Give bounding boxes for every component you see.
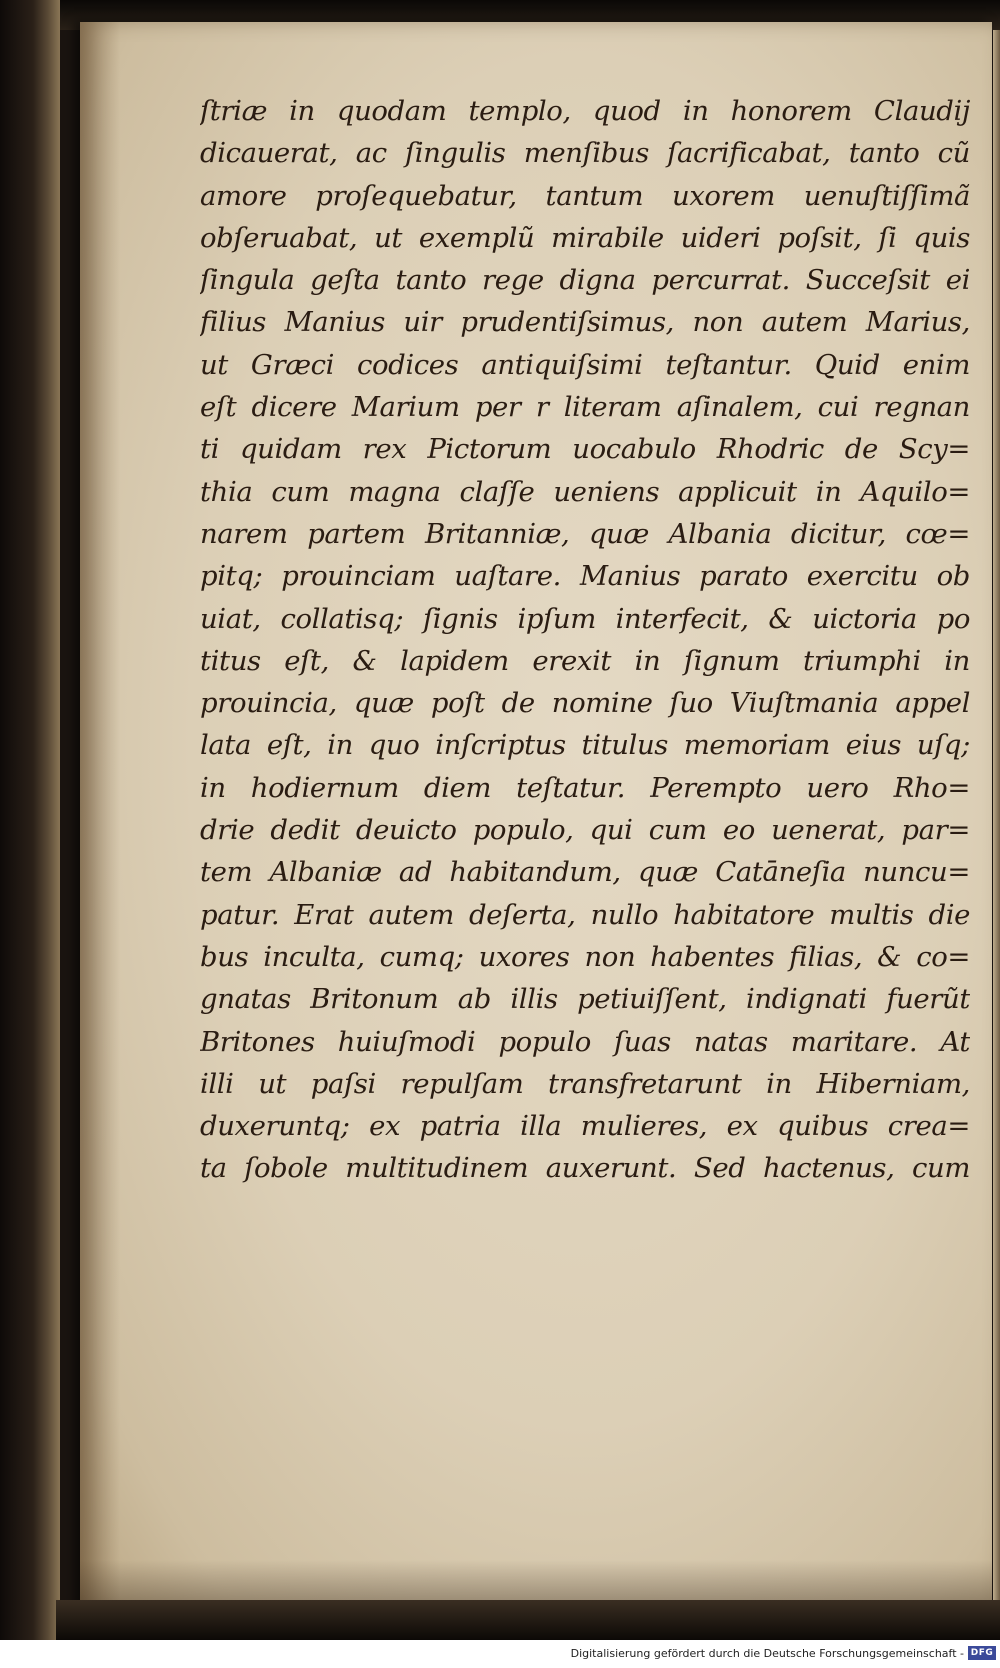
text-line: titus eſt, & lapidem erexit in ſignum triumphi in [200, 644, 970, 677]
text-line: obſeruabat, ut exemplũ mirabile uideri poſsit, ſi quis [200, 221, 970, 254]
text-line: Britones huiuſmodi populo ſuas natas maritare. At [200, 1025, 970, 1058]
text-line: drie dedit deuicto populo, qui cum eo uenerat, par= [200, 814, 970, 847]
text-line: in hodiernum diem teſtatur. Perempto uero Rho= [200, 771, 970, 804]
text-line: duxeruntq; ex patria illa mulieres, ex quibus crea= [200, 1110, 970, 1143]
text-line: ta ſobole multitudinem auxerunt. Sed hactenus, cum [200, 1152, 970, 1185]
text-line: thia cum magna claſſe ueniens applicuit in Aquilo= [200, 475, 970, 508]
book-binding-edge [0, 0, 60, 1640]
text-line: amore proſequebatur, tantum uxorem uenuſtiſſimã [200, 179, 970, 212]
dfg-logo-icon: DFG [968, 1646, 996, 1660]
text-line: lata eſt, in quo inſcriptus titulus memoriam eius uſq; [200, 729, 970, 762]
text-line: narem partem Britanniæ, quæ Albania dicitur, cœ= [200, 517, 970, 550]
text-line: ſtriæ in quodam templo, quod in honorem Claudij [200, 95, 970, 127]
page-right-edge [993, 30, 1000, 1630]
text-line: ti quidam rex Pictorum uocabulo Rhodric de Scy= [200, 433, 970, 466]
text-line: prouincia, quæ poſt de nomine ſuo Viuſtmania appel [200, 687, 970, 720]
page-body-text [200, 90, 970, 1190]
text-line: dicauerat, ac ſingulis menſibus ſacrificabat, tanto cũ [200, 137, 970, 170]
text-line: eſt dicere Marium per r literam aſinalem, cui regnan [200, 391, 970, 424]
text-line: patur. Erat autem deſerta, nullo habitatore multis die [200, 898, 970, 931]
text-line: filius Manius uir prudentiſsimus, non autem Marius, [200, 306, 970, 339]
text-line: uiat, collatisq; ſignis ipſum interfecit, & uictoria po [200, 602, 970, 635]
text-line: tem Albaniæ ad habitandum, quæ Catāneſia nuncu= [200, 856, 970, 889]
funding-credit: Digitalisierung gefördert durch die Deutsche Forschungsgemeinschaft - [570, 1647, 964, 1660]
text-line: pitq; prouinciam uaſtare. Manius parato exercitu ob [200, 560, 970, 593]
book-page-stack [56, 1600, 1000, 1640]
text-line: bus inculta, cumq; uxores non habentes filias, & co= [200, 940, 970, 973]
text-line: ut Græci codices antiquiſsimi teſtantur. Quid enim [200, 348, 970, 381]
digitization-footer [0, 1640, 1000, 1668]
page-gutter-shadow [80, 22, 120, 1620]
text-line: illi ut paſsi repulſam transfretarunt in Hiberniam, [200, 1067, 970, 1100]
text-line: ſingula geſta tanto rege digna percurrat. Succeſsit ei [200, 264, 970, 297]
text-line: gnatas Britonum ab illis petiuiſſent, indignati fuerũt [200, 983, 970, 1016]
